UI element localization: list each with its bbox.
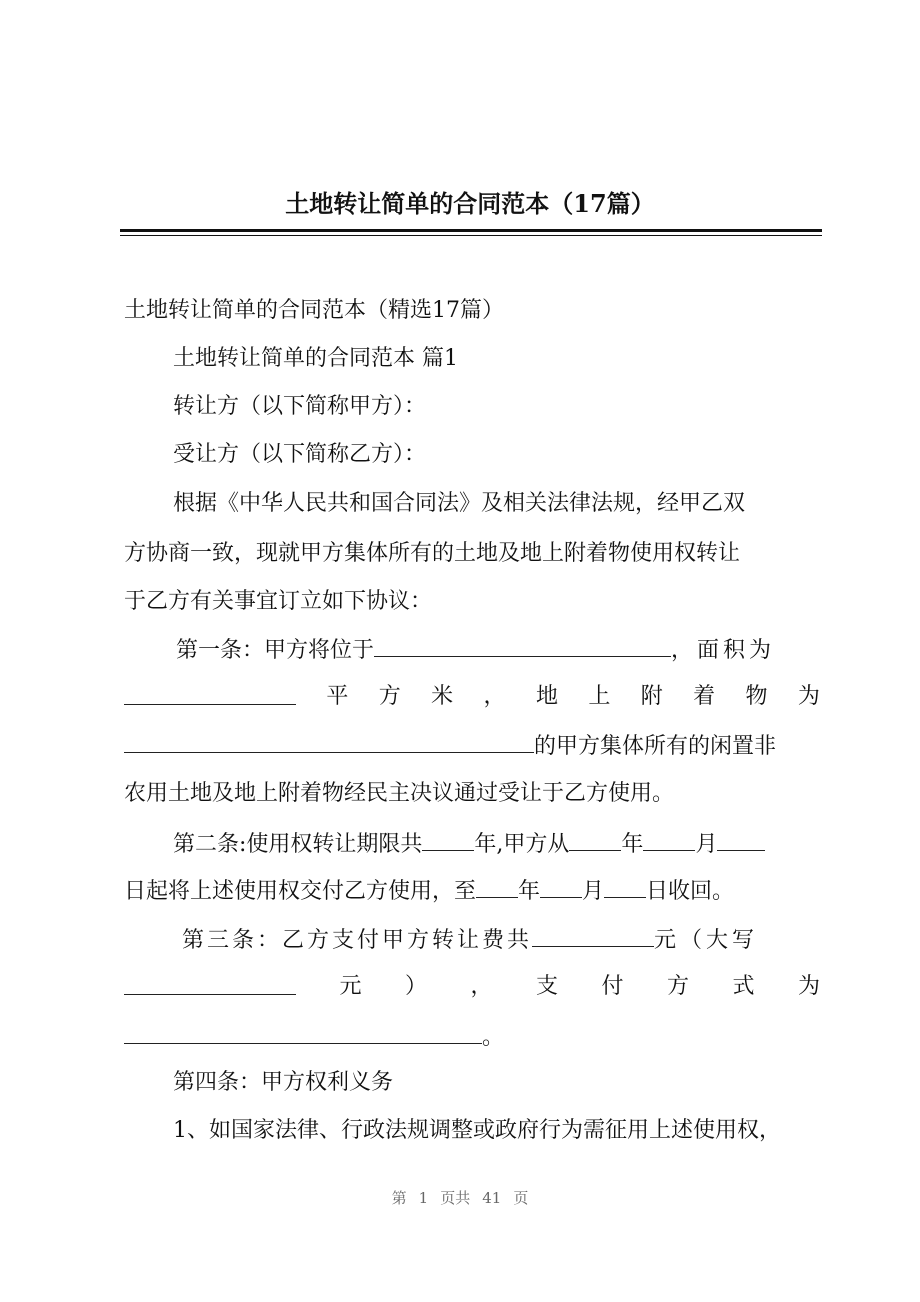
article1-line-1	[176, 632, 820, 666]
spaced-char: 方	[666, 974, 689, 999]
end-day-blank	[604, 873, 646, 898]
fee-uppercase-blank	[124, 970, 296, 995]
spaced-char: 付	[601, 974, 624, 999]
footer-total-label: 页共	[440, 1189, 471, 1207]
spaced-char: 为	[797, 684, 820, 709]
spaced-char: ）	[404, 974, 427, 999]
article3-text-d: 。	[482, 1025, 505, 1050]
article3-text-a: 第三条：乙方支付甲方转让费共	[182, 928, 533, 953]
spaced-char: 附	[640, 684, 663, 709]
article2-line-1	[173, 826, 820, 860]
article3-text-b: 元（大写	[654, 928, 759, 953]
article2-text-a: 第二条:使用权转让期限共	[173, 832, 423, 857]
preamble-line-2: 方协商一致，现就甲方集体所有的土地及地上附着物使用权转让	[124, 541, 741, 566]
article2-text-h: 日收回。	[646, 879, 735, 904]
article4-item-1: 1、如国家法律、行政法规调整或政府行为需征用上述使用权，	[173, 1118, 781, 1143]
footer-page-number: 1	[418, 1189, 429, 1207]
article3-line-3	[124, 1019, 820, 1053]
footer-total-number: 41	[482, 1189, 502, 1207]
spaced-char: 方	[378, 684, 401, 709]
transferee-line: 受让方（以下简称乙方）：	[173, 442, 427, 467]
article1-text-d: 的甲方集体所有的闲置非	[534, 734, 777, 759]
footer-page-label: 第	[391, 1189, 407, 1207]
preamble-line-1: 根据《中华人民共和国合同法》及相关法律法规，经甲乙双	[173, 491, 746, 516]
article1-line-2	[124, 680, 820, 714]
article2-text-e: 日起将上述使用权交付乙方使用，至	[124, 879, 477, 904]
article3-line-2	[124, 970, 820, 1004]
section-heading: 土地转让简单的合同范本 篇1	[173, 346, 458, 371]
article2-text-c: 年	[621, 832, 644, 857]
term-years-blank	[422, 826, 474, 851]
area-blank	[124, 680, 296, 705]
article1-line-4: 农用土地及地上附着物经民主决议通过受让于乙方使用。	[124, 781, 675, 806]
preamble-line-3: 于乙方有关事宜订立如下协议：	[124, 589, 433, 614]
article1-line-3	[124, 728, 820, 762]
fee-blank	[532, 922, 654, 947]
page-footer	[0, 1188, 920, 1208]
article3-line-1	[182, 922, 820, 956]
spaced-char: 平	[326, 684, 349, 709]
spaced-char: 支	[535, 974, 558, 999]
start-day-blank	[717, 826, 765, 851]
footer-page-unit: 页	[513, 1189, 529, 1207]
transferor-line: 转让方（以下简称甲方）：	[173, 394, 427, 419]
subtitle: 土地转让简单的合同范本（精选17篇）	[124, 298, 504, 323]
article2-text-b: 年,甲方从	[474, 832, 570, 857]
article1-text-a: 第一条：甲方将位于	[176, 638, 375, 663]
spaced-char: 式	[732, 974, 755, 999]
start-year-blank	[569, 826, 621, 851]
spaced-char: 米	[431, 684, 454, 709]
attachment-blank	[124, 728, 534, 753]
document-title: 土地转让简单的合同范本（17篇）	[285, 189, 655, 218]
start-month-blank	[643, 826, 695, 851]
spaced-char: 上	[588, 684, 611, 709]
article2-line-2	[124, 873, 820, 907]
spaced-char: 元	[339, 974, 362, 999]
article2-text-f: 年	[518, 879, 541, 904]
article4-heading: 第四条：甲方权利义务	[173, 1070, 394, 1095]
location-blank	[374, 632, 671, 657]
end-month-blank	[540, 873, 582, 898]
article2-text-g: 月	[582, 879, 605, 904]
end-year-blank	[476, 873, 518, 898]
spaced-char: ，	[483, 684, 506, 709]
payment-method-blank	[124, 1019, 482, 1044]
title-rule-thin	[120, 235, 822, 236]
title-rule-thick	[120, 229, 822, 232]
spaced-char: 物	[745, 684, 768, 709]
article1-text-b: ，面积为	[671, 638, 776, 663]
spaced-char: ，	[470, 974, 493, 999]
article2-text-d: 月	[695, 832, 718, 857]
spaced-char: 地	[535, 684, 558, 709]
spaced-char: 为	[797, 974, 820, 999]
spaced-char: 着	[693, 684, 716, 709]
